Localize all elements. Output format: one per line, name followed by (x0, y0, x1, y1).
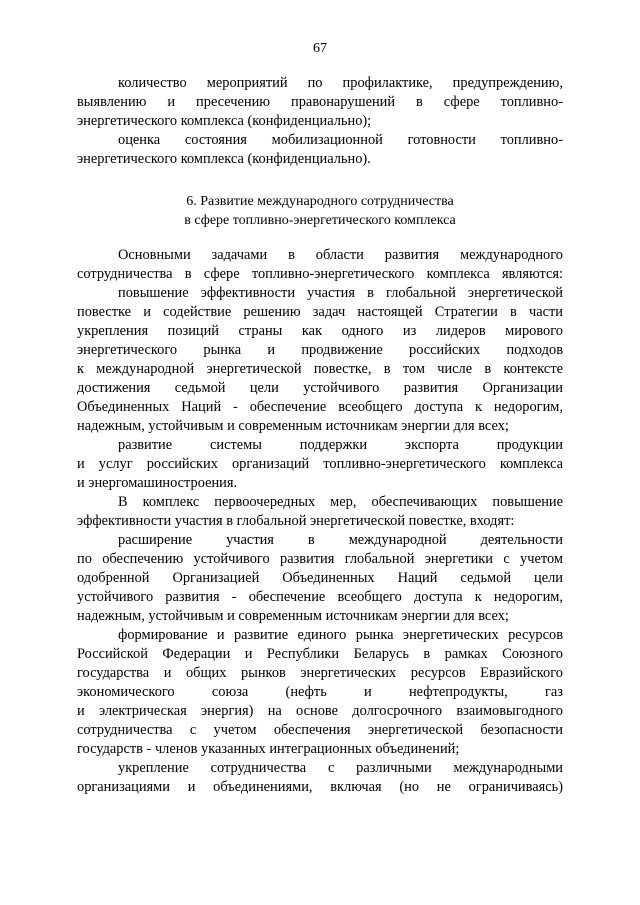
text-line: по обеспечению устойчивого развития глобальной энергетики с учетом (77, 551, 563, 567)
text-line: государств - членов указанных интеграционных объединений; (77, 741, 460, 757)
text-line: энергетического комплекса (конфиденциально); (77, 113, 372, 129)
text-line: Российской Федерации и Республики Беларусь в рамках Союзного (77, 646, 563, 662)
text-line: устойчивого развития - обеспечение всеобщего доступа к недорогим, (77, 589, 563, 605)
text-line: количество мероприятий по профилактике, предупреждению, (118, 75, 563, 91)
text-line: Основными задачами в области развития международного (118, 247, 563, 263)
text-line: повестке и содействие решению задач настоящей Стратегии в части (77, 304, 563, 320)
text-line: и услуг российских организаций топливно-энергетического комплекса (77, 456, 563, 472)
section-heading-line-2: в сфере топливно-энергетического комплекса (184, 213, 456, 228)
text-line: развитие системы поддержки экспорта продукции (118, 437, 563, 453)
text-line: экономического союза (нефть и нефтепродукты, газ (77, 684, 563, 700)
text-line: выявлению и пресечению правонарушений в сфере топливно- (77, 94, 563, 110)
text-line: формирование и развитие единого рынка энергетических ресурсов (118, 627, 563, 643)
text-line: и электрическая энергия) на основе долгосрочного взаимовыгодного (77, 703, 563, 719)
text-line: одобренной Организацией Объединенных Наций седьмой цели (77, 570, 563, 586)
text-line: Объединенных Наций - обеспечение всеобщего доступа к недорогим, (77, 399, 563, 415)
text-line: государства и общих рынков энергетических ресурсов Евразийского (77, 665, 563, 681)
text-line: организациями и объединениями, включая (но не ограничиваясь) (77, 779, 563, 795)
text-line: В комплекс первоочередных мер, обеспечивающих повышение (118, 494, 563, 510)
text-line: укрепления позиций страны как одного из лидеров мирового (77, 323, 563, 339)
text-line: энергетического рынка и продвижение российских подходов (77, 342, 563, 358)
text-line: расширение участия в международной деятельности (118, 532, 563, 548)
page-number: 67 (313, 41, 327, 56)
text-line: эффективности участия в глобальной энергетической повестке, входят: (77, 513, 515, 529)
text-line: повышение эффективности участия в глобальной энергетической (118, 285, 563, 301)
text-line: и энергомашиностроения. (77, 475, 238, 491)
text-line: энергетического комплекса (конфиденциально). (77, 151, 371, 167)
section-heading-line-1: 6. Развитие международного сотрудничества (186, 194, 454, 209)
text-line: надежным, устойчивым и современным источникам энергии для всех; (77, 418, 509, 434)
text-line: сотрудничества в сфере топливно-энергетического комплекса являются: (77, 266, 563, 282)
text-line: достижения седьмой цели устойчивого развития Организации (77, 380, 563, 396)
text-line: укрепление сотрудничества с различными международными (118, 760, 563, 776)
text-line: к международной энергетической повестке, в том числе в контексте (77, 361, 563, 377)
text-line: оценка состояния мобилизационной готовности топливно- (118, 132, 563, 148)
text-line: сотрудничества с учетом обеспечения энергетической безопасности (77, 722, 563, 738)
text-line: надежным, устойчивым и современным источникам энергии для всех; (77, 608, 509, 624)
